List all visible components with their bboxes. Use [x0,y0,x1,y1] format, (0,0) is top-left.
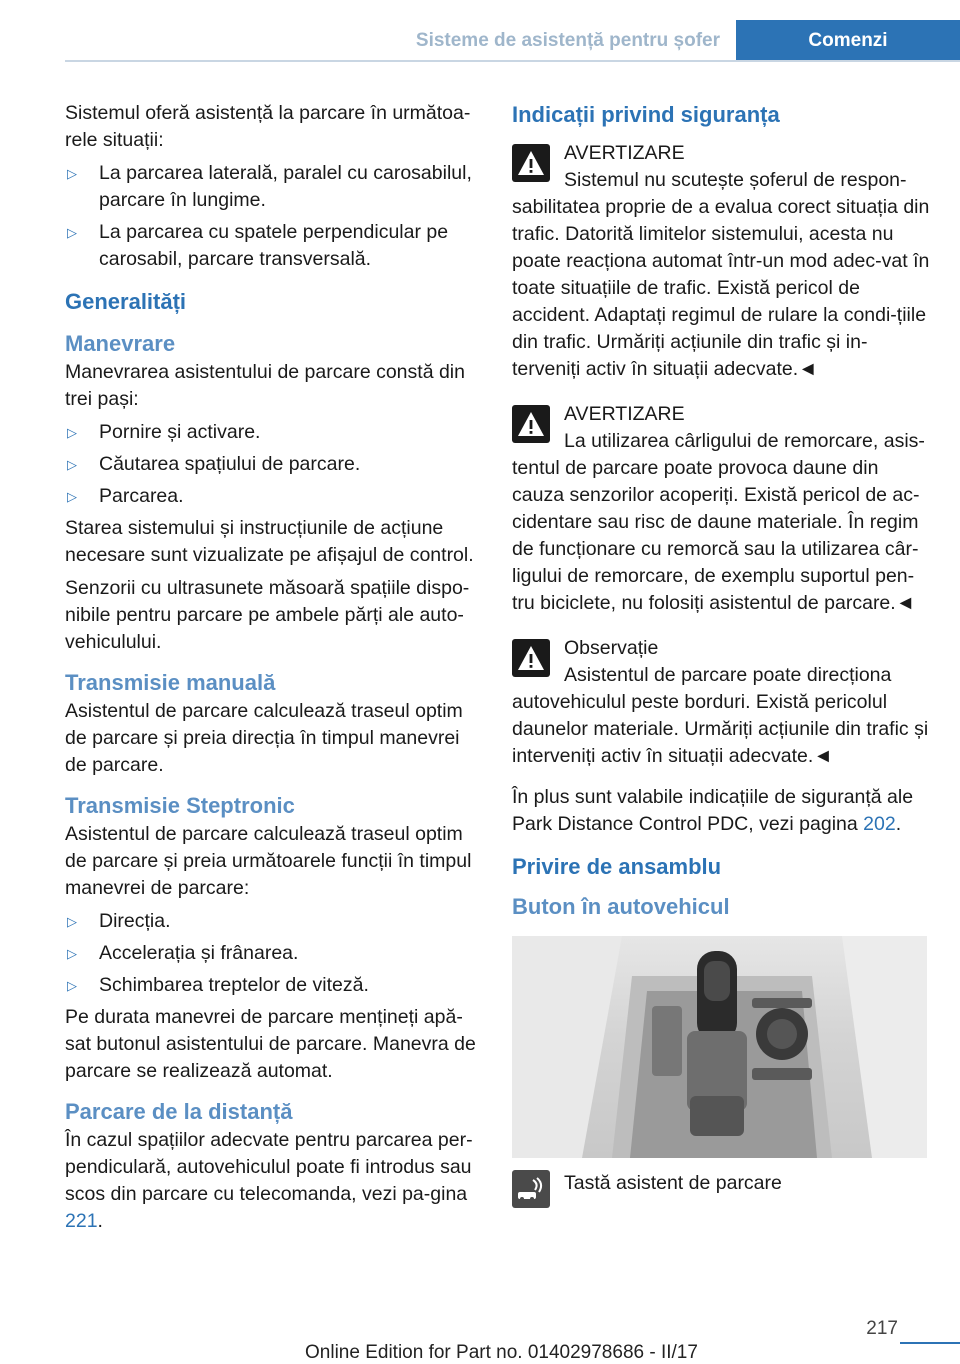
pdc-text-body: În plus sunt valabile indicațiile de siguranță ale Park Distance Control PDC, vezi pagina [512,786,914,835]
footer-rule [900,1342,960,1344]
note-first-line: Asistentul de parcare poate direcționa [564,664,892,686]
manual-text: Asistentul de parcare calculează traseul optim de parcare și preia direcția în timpul manevrei de parcare. [65,700,463,776]
list-item [65,940,480,967]
header-rule [65,60,960,62]
remote-text-body: În cazul spațiilor adecvate pentru parcarea per-pendiculară, autovehiculul poate fi introdus sau scos din parcare cu telecomanda, vezi pa-gina [65,1129,473,1205]
list-item-text: La parcarea cu spatele perpendicular pe carosabil, parcare transversală. [99,221,449,270]
maneuver-heading: Manevrare [65,331,176,356]
sensors-text: Senzorii cu ultrasunete măsoară spațiile dispo-nibile pentru parcare pe ambele părți ale auto-vehiculului. [65,577,470,653]
intro-list [65,160,480,273]
warning-text: sabilitatea proprie de a evalua corect situația din trafic. Datorită limitelor sistemului, acesta nu poate reacționa automat într-un mod adec-vat în toate situațiile de trafic. Există pericol de accident. Adaptați regimul de rulare la condi-țiile din trafic. Urmăriți acțiunile din trafic și in-terveniți activ în situații adecvate.◄ [512,196,930,380]
status-text: Starea sistemului și instrucțiunile de acțiune necesare sunt vizualizate pe afișajul de control. [65,517,474,566]
list-item [65,483,480,510]
header-tab [736,20,960,62]
remote-text [65,1127,480,1235]
warning-icon [512,144,550,182]
warning-block [512,401,930,617]
edition-text: Online Edition for Part no. 01402978686 - II/17 [305,1342,698,1363]
triangle-bullet-icon: ▷ [67,457,77,472]
triangle-bullet-icon: ▷ [67,978,77,993]
pdc-text-end: . [895,813,902,835]
parking-assistant-button-icon [512,1170,550,1208]
triangle-bullet-icon: ▷ [67,946,77,961]
maneuver-text: Manevrarea asistentului de parcare constă din trei pași: [65,361,465,410]
header-tab-label: Comenzi [808,30,888,51]
manual-heading: Transmisie manuală [65,670,276,695]
safety-heading: Indicații privind siguranța [512,102,780,127]
list-item-text: Direcția. [99,910,171,932]
list-item-text: Schimbarea treptelor de viteză. [99,974,369,996]
warning-title: AVERTIZARE [564,142,685,164]
overview-heading: Privire de ansamblu [512,854,722,879]
steptronic-list [65,908,480,999]
warning-title: AVERTIZARE [564,403,685,425]
triangle-bullet-icon: ▷ [67,425,77,440]
list-item-text: Parcarea. [99,485,184,507]
page-link-221[interactable]: 221 [65,1210,98,1232]
note-block [512,635,930,770]
list-item-text: Accelerația și frânarea. [99,942,299,964]
note-text: autovehiculul peste borduri. Există pericolul daunelor materiale. Urmăriți acțiunile din trafic și interveniți activ în situații adecvate.◄ [512,691,929,767]
triangle-bullet-icon: ▷ [67,166,77,181]
list-item [65,908,480,935]
page-link-202[interactable]: 202 [863,813,896,835]
warning-icon [512,639,550,677]
warning-icon [512,405,550,443]
hold-text: Pe durata manevrei de parcare mențineți apă-sat butonul asistentului de parcare. Manevra de parcare se realizează automat. [65,1006,476,1082]
page-number: 217 [866,1318,898,1339]
list-item-text: La parcarea laterală, paralel cu carosabilul, parcare în lungime. [99,162,472,211]
warning-text: tentul de parcare poate provoca daune din cauza senzorilor acoperiți. Există pericol de ac-cidentare sau risc de daune materiale. În regim de funcționare cu remorcă sau la utilizarea câr-ligului de remorcare, de exemplu suportul pen-tru biciclete, nu folosiți asistentul de parcare.◄ [512,457,920,614]
header-section-title: Sisteme de asistență pentru șofer [415,30,720,51]
triangle-bullet-icon: ▷ [67,225,77,240]
note-title: Observație [564,637,659,659]
pdc-text [512,784,930,838]
maneuver-list [65,419,480,510]
triangle-bullet-icon: ▷ [67,914,77,929]
intro-text: Sistemul oferă asistență la parcare în următoa-rele situații: [65,102,471,151]
remote-heading: Parcare de la distanță [65,1099,293,1124]
list-item-text: Pornire și activare. [99,421,261,443]
list-item [65,160,480,214]
right-column [512,100,930,1208]
button-heading: Buton în autovehicul [512,894,730,919]
warning-block [512,140,930,383]
list-item [65,219,480,273]
list-item [65,451,480,478]
triangle-bullet-icon: ▷ [67,489,77,504]
list-item [65,972,480,999]
console-photo [512,936,927,1158]
warning-first-line: La utilizarea cârligului de remorcare, asis- [564,430,925,452]
steptronic-heading: Transmisie Steptronic [65,793,295,818]
remote-text-end: . [97,1210,103,1232]
list-item [65,419,480,446]
button-caption: Tastă asistent de parcare [564,1172,782,1194]
steptronic-text: Asistentul de parcare calculează traseul optim de parcare și preia următoarele funcții în timpul manevrei de parcare: [65,823,472,899]
left-column [65,100,480,1241]
list-item-text: Căutarea spațiului de parcare. [99,453,361,475]
general-heading: Generalități [65,289,187,314]
button-caption-row [512,1170,930,1208]
warning-first-line: Sistemul nu scutește șoferul de respon- [564,169,907,191]
